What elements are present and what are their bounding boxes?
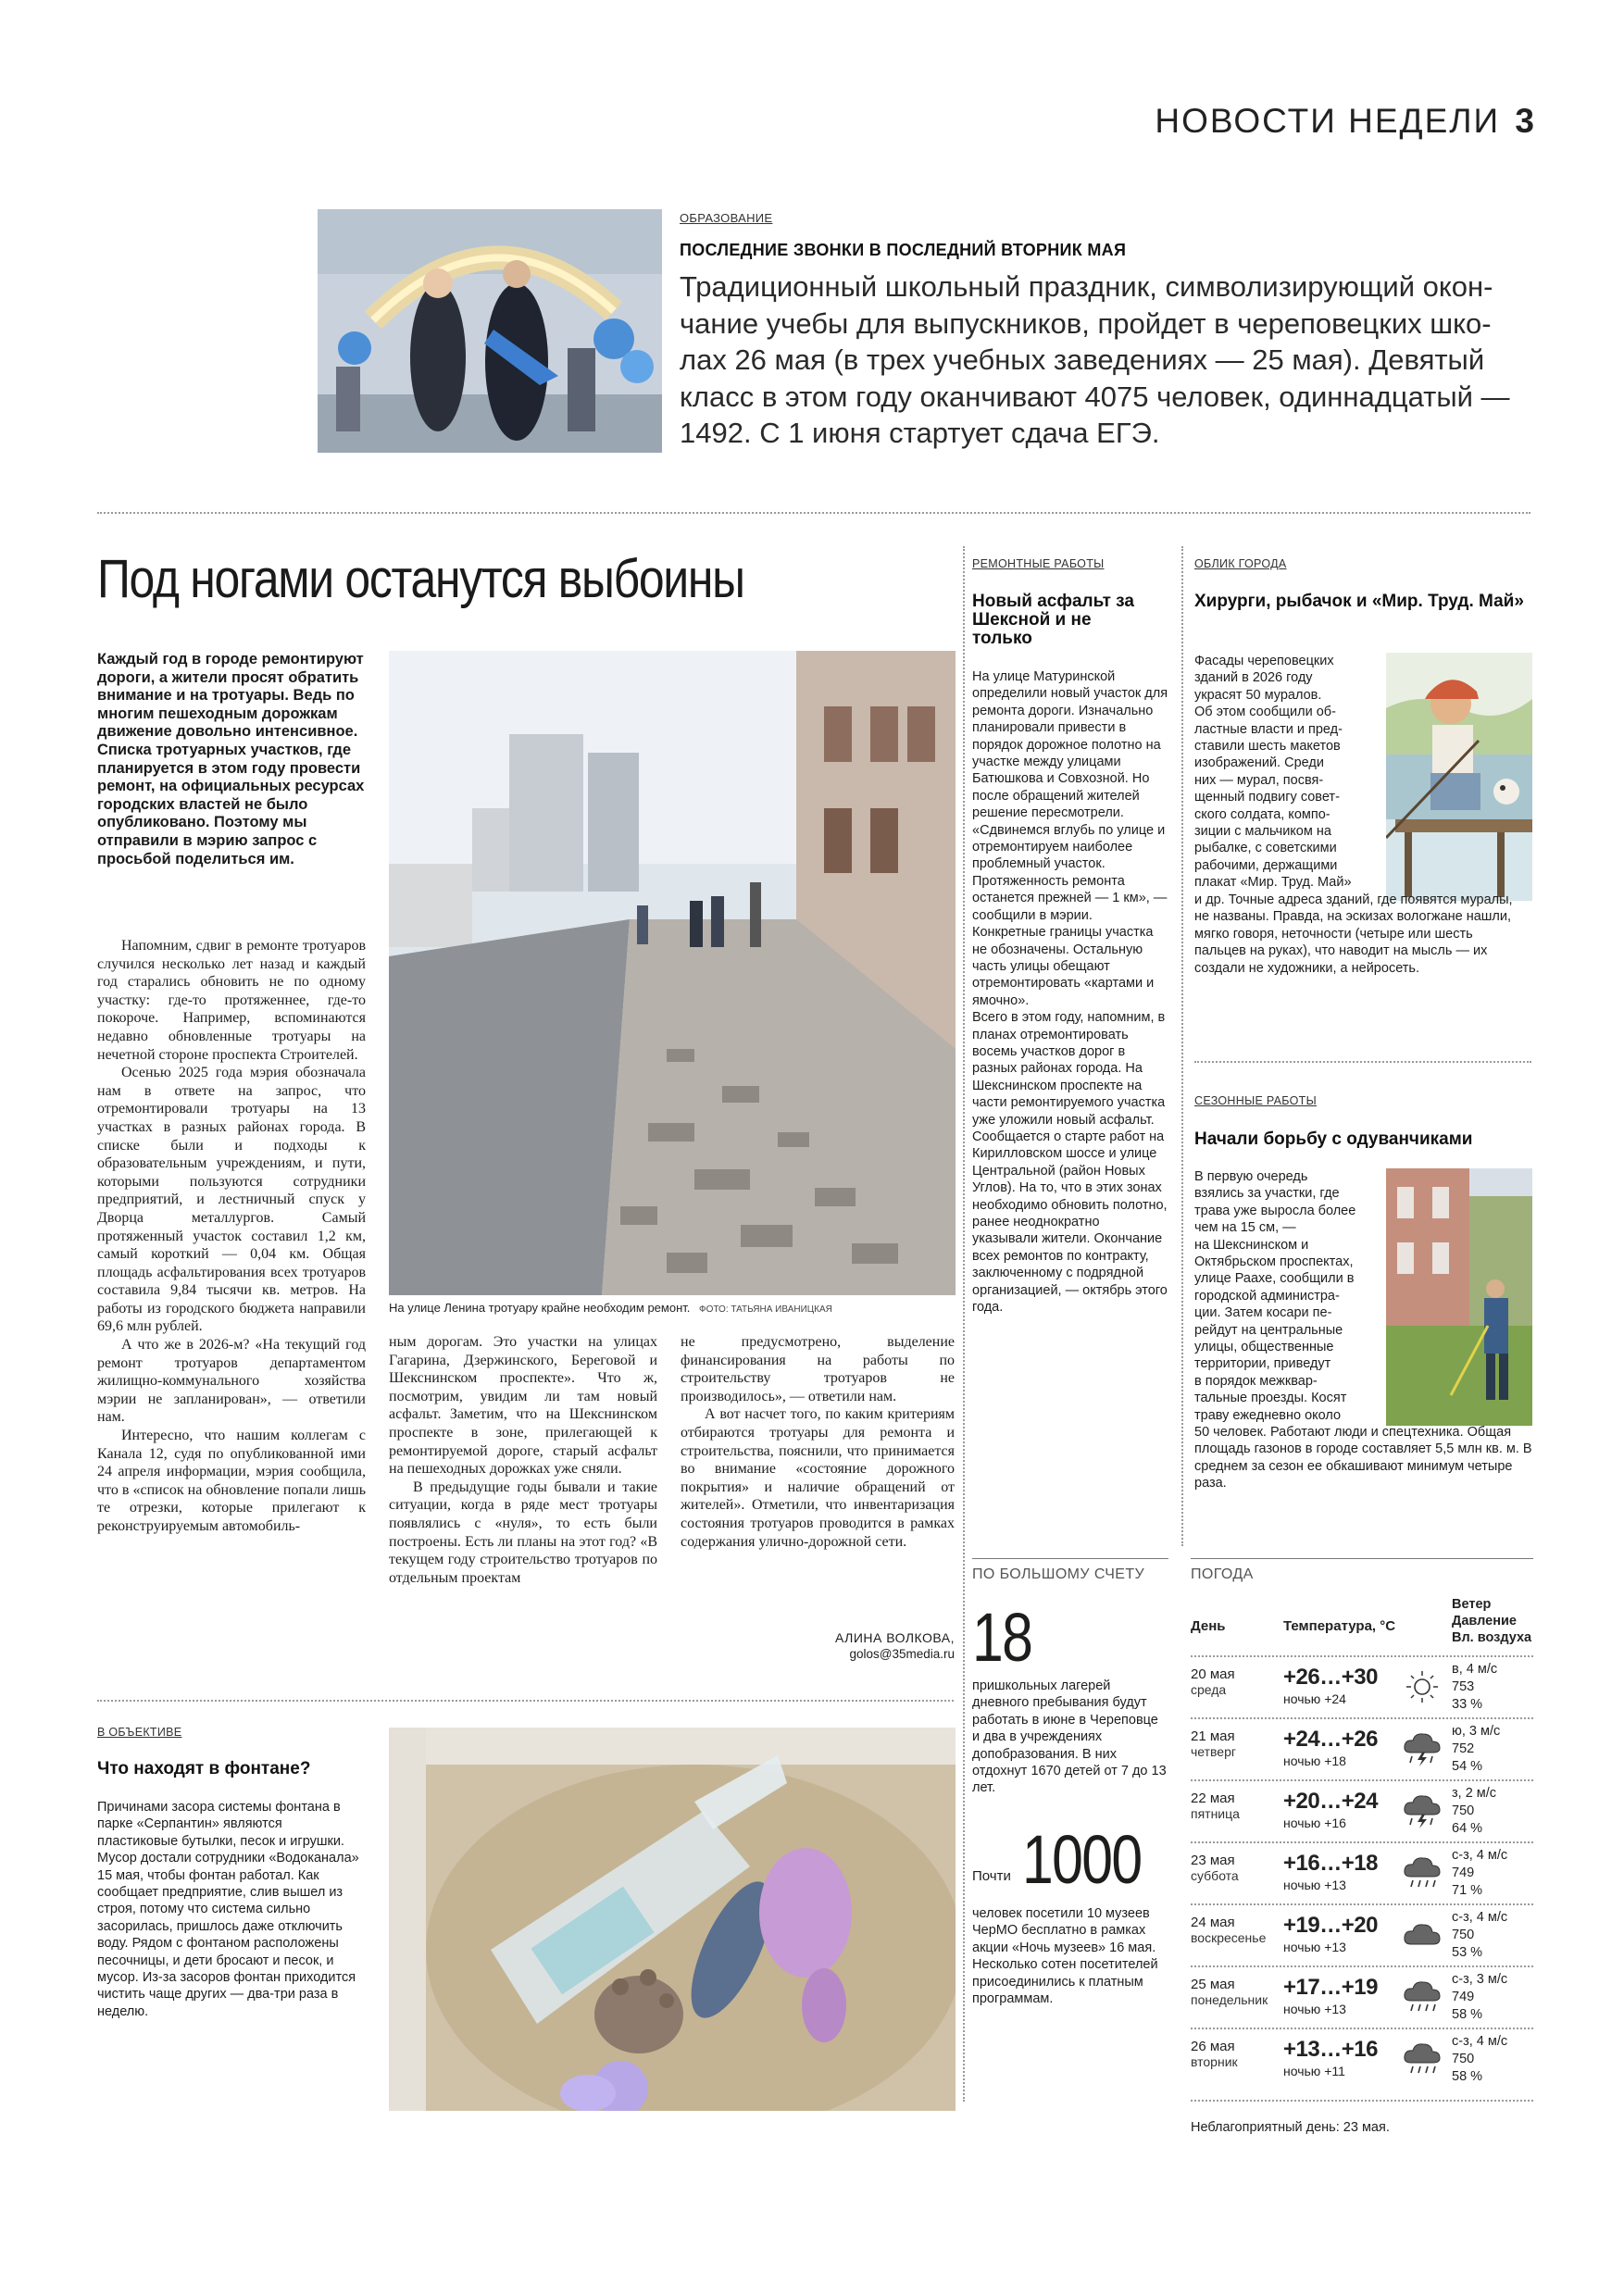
weather-temp: +19…+20 bbox=[1283, 1913, 1378, 1938]
weather-conditions: з, 2 м/с 750 64 % bbox=[1452, 1786, 1497, 1836]
author-email: golos@35media.ru bbox=[849, 1647, 955, 1661]
dandelions-text-narrow: В первую очередь взялись за участки, где трава уже выросла более чем на 15 см, — на Шекснинском и Октябрьском проспектах, улице Раахе, сообщили в городской администра- ции. Затем косари пе- рейдут на центральные улицы, общественные территории, приведут в порядок межквар- тальные проезды. Косят траву ежедневно около bbox=[1194, 1169, 1356, 1423]
weather-day: 23 мая суббота bbox=[1191, 1853, 1239, 1883]
main-article-col2: ным дорогам. Это участки на улицах Гагарина, Дзержинского, Береговой и Шекснинском проспекте». Что ж, посмотрим, увидим ли там новый асфальт. Заметим, что на Шекснинском проспекте в зоне, прилегающей к ремонтируемой дороге, старый асфальт на пешеходных дорожках уже сняли. В предыдущие годы бывали и такие ситуации, когда в ряде мест тротуары появлялись с «нуля», то есть были построены. Есть ли планы на этот год? «В текущем году строительство тротуаров по отдельным проектам bbox=[389, 1334, 657, 1586]
fountain-trash-photo bbox=[389, 1728, 956, 2111]
weather-row bbox=[1191, 1717, 1533, 1780]
separator bbox=[97, 1700, 954, 1702]
dandelions-text-wide: 50 человек. Работают люди и спецтехника. Общая площадь газонов в городе составляет 5,5 млн кв. м. В среднем за сезон ее обкашивают минимум четыре раза. bbox=[1194, 1425, 1532, 1491]
murals-title: Хирурги, рыбачок и «Мир. Труд. Май» bbox=[1194, 592, 1524, 611]
weather-rubric: ПОГОДА bbox=[1191, 1566, 1254, 1582]
weather-row bbox=[1191, 1965, 1533, 2028]
murals-text-wide: и др. Точные адреса зданий, где появятся муралы, не названы. Правда, на эскизах вологжане нашли, мягко говоря, неточности (четыре или шесть пальцев на руках), что наводит на мысль — их создали не художники, а нейросеть. bbox=[1194, 892, 1513, 976]
rain-cloud-icon bbox=[1402, 1854, 1443, 1891]
weather-night-temp: ночью +16 bbox=[1283, 1816, 1346, 1830]
fountain-rubric: В ОБЪЕКТИВЕ bbox=[97, 1726, 182, 1739]
weather-day: 25 мая понедельник bbox=[1191, 1977, 1268, 2007]
rain-cloud-icon bbox=[1402, 1978, 1443, 2015]
separator bbox=[1191, 1558, 1533, 1559]
dandelions-rubric: СЕЗОННЫЕ РАБОТЫ bbox=[1194, 1094, 1317, 1107]
weather-conditions: с-з, 4 м/с 749 71 % bbox=[1452, 1848, 1508, 1898]
main-article-lead: Каждый год в городе ремонтируют дороги, а жители просят обратить внимание и на тротуары. Ведь по многим пешеходным дорожкам движение довольно интенсивное. Списка тротуарных участков, где планируется в этом году провести ремонт, на официальных ресурсах городских властей не было опубликовано. Поэтому мы отправили в мэрию запрос с просьбой поделиться им. bbox=[97, 651, 365, 867]
weather-col-day: День bbox=[1191, 1618, 1226, 1634]
asphalt-title: Новый асфальт за Шексной и не только bbox=[972, 592, 1134, 648]
weather-temp: +16…+18 bbox=[1283, 1851, 1378, 1876]
mural-sketch-photo bbox=[1386, 653, 1532, 901]
fountain-title: Что находят в фонтане? bbox=[97, 1759, 311, 1778]
number-1000-prefix: Почти bbox=[972, 1868, 1011, 1884]
weather-night-temp: ночью +24 bbox=[1283, 1691, 1346, 1706]
weather-note: Неблагоприятный день: 23 мая. bbox=[1191, 2120, 1390, 2135]
top-news-rubric: ОБРАЗОВАНИЕ bbox=[680, 211, 773, 225]
number-18-text: пришкольных лагерей дневного пребывания будут работать в июне в Череповце и два в учреждениях допобразования. В них отдохнут 1670 детей от 7 до 13 лет. bbox=[972, 1678, 1167, 1796]
weather-conditions: с-з, 4 м/с 750 58 % bbox=[1452, 2034, 1508, 2084]
separator bbox=[972, 1558, 1168, 1559]
photo-credit: ФОТО: ТАТЬЯНА ИВАНИЦКАЯ bbox=[699, 1304, 832, 1315]
asphalt-rubric: РЕМОНТНЫЕ РАБОТЫ bbox=[972, 557, 1105, 570]
graduation-photo bbox=[318, 209, 662, 453]
weather-conditions: с-з, 3 м/с 749 58 % bbox=[1452, 1972, 1508, 2022]
separator bbox=[963, 546, 965, 2102]
weather-night-temp: ночью +13 bbox=[1283, 1940, 1346, 1954]
weather-temp: +24…+26 bbox=[1283, 1727, 1378, 1752]
cloud-icon bbox=[1402, 1916, 1443, 1953]
main-article-title: Под ногами останутся выбоины bbox=[97, 549, 744, 609]
weather-night-temp: ночью +11 bbox=[1283, 2064, 1345, 2078]
weather-day: 24 мая воскресенье bbox=[1191, 1915, 1267, 1945]
weather-row bbox=[1191, 1841, 1533, 1904]
page-number: 3 bbox=[1515, 102, 1536, 140]
separator bbox=[97, 512, 1530, 514]
article-author: АЛИНА ВОЛКОВА, golos@35media.ru bbox=[681, 1629, 955, 1663]
main-article-col1: Напомним, сдвиг в ремонте тротуаров случился несколько лет назад и каждый год старались обновить не по одному участку: где-то протяженнее, где-то покороче. Например, вспоминаются недавно обновленные тротуары на нечетной стороне проспекта Строителей. Осенью 2025 года мэрия обозначала нам в ответе на запрос, что отремонтировали тротуары на 13 участках в разных районах города. В списке были и подходы к образовательным учреждениям, и пути, которыми пользуются сотрудники предприятий, и лестничный спуск у Дворца металлургов. Самый протяженный участок составил 1,2 км, самый короткий — 0,04 км. Общая площадь асфальтирования всех тротуаров составила 9,84 тысячи кв. метров. На работы из городского бюджета направили 69,6 млн рублей. А что же в 2026-м? «На текущий год ремонт тротуаров департаментом жилищно-коммунального хозяйства мэрии не запланирован», — ответили нам. Интересно, что нашим коллегам с Канала 12, судя по опубликованной ими 24 апреля информации, мэрия сообщила, что в «список на обновление попали лишь те отрезки, которые прилегают к реконструируемым автомобиль- bbox=[97, 938, 366, 1534]
weather-temp: +17…+19 bbox=[1283, 1975, 1378, 2000]
murals-rubric: ОБЛИК ГОРОДА bbox=[1194, 557, 1287, 570]
rain-cloud-icon bbox=[1402, 2040, 1443, 2078]
asphalt-text: На улице Матуринской определили новый участок для ремонта дороги. Изначально планировали привести в порядок дорожное полотно на участке между улицами Батюшкова и Совхозной. Но после обращений жителей решение пересмотрели. «Сдвинемся вглубь по улице и отремонтируем наиболее проблемный участок. Протяженность ремонта останется прежней — 1 км», — сообщили в мэрии. Конкретные границы участка не обозначены. Остальную часть улицы обещают отремонтировать «картами и ямочно». Всего в этом году, напомним, в планах отремонтировать восемь участков дорог в разных районах города. На Шекснинском проспекте на части ремонтируемого участка уже уложили новый асфальт. Сообщается о старте работ на Кирилловском шоссе и улице Центральной (район Новых Углов). На то, что в этих зонах необходимо обновить полотно, ранее неоднократно указывали жители. Окончание всех ремонтов по контракту, заключенному с подрядной организацией, — октябрь этого года. bbox=[972, 669, 1168, 1316]
mowing-worker-photo bbox=[1386, 1168, 1532, 1426]
weather-day: 26 мая вторник bbox=[1191, 2039, 1238, 2069]
weather-row bbox=[1191, 2028, 1533, 2090]
weather-temp: +13…+16 bbox=[1283, 2037, 1378, 2062]
section-title: НОВОСТИ НЕДЕЛИ bbox=[1155, 102, 1501, 140]
weather-row bbox=[1191, 1655, 1533, 1718]
separator bbox=[1191, 2100, 1533, 2102]
separator bbox=[1181, 546, 1183, 1546]
sun-icon bbox=[1402, 1668, 1443, 1705]
top-news-title: ПОСЛЕДНИЕ ЗВОНКИ В ПОСЛЕДНИЙ ВТОРНИК МАЯ bbox=[680, 241, 1127, 259]
dandelions-title: Начали борьбу с одуванчиками bbox=[1194, 1129, 1473, 1149]
weather-table bbox=[1191, 1596, 1533, 2096]
weather-temp: +26…+30 bbox=[1283, 1665, 1378, 1690]
main-article-col3: не предусмотрено, выделение финансирования на работы по строительству тротуаров не производилось», — ответили нам. А вот насчет того, по каким критериям отбираются тротуары для ремонта и строительства, пояснили, что принимается во внимание «состояние дорожного покрытия» и наличие обращений от жителей». Отметили, что инвентаризация состояния тротуаров проводится в рамках содержания улично-дорожной сети. bbox=[681, 1334, 955, 1550]
number-18: 18 bbox=[972, 1599, 1032, 1676]
weather-night-temp: ночью +18 bbox=[1283, 1753, 1346, 1768]
weather-col-wind: Ветер Давление Вл. воздуха bbox=[1452, 1597, 1532, 1645]
weather-conditions: в, 4 м/с 753 33 % bbox=[1452, 1662, 1498, 1712]
fountain-text: Причинами засора системы фонтана в парке «Серпантин» являются пластиковые бутылки, песок и игрушки. Мусор достали сотрудники «Водоканала» 15 мая, чтобы фонтан работал. Как сообщает предприятие, слив вышел из строя, потому что система сильно засорилась, пришлось даже отключить воду. Рядом с фонтаном расположены песочницы, и дети бросают и песок, и мусор. Из-за засоров фонтан приходится чистить чаще других — два-три раза в неделю. bbox=[97, 1800, 359, 2019]
weather-day: 21 мая четверг bbox=[1191, 1728, 1236, 1759]
numbers-rubric: ПО БОЛЬШОМУ СЧЕТУ bbox=[972, 1566, 1145, 1582]
weather-temp: +20…+24 bbox=[1283, 1789, 1378, 1814]
weather-night-temp: ночью +13 bbox=[1283, 2002, 1346, 2016]
number-1000: 1000 bbox=[1022, 1821, 1142, 1898]
thunderstorm-icon bbox=[1402, 1792, 1443, 1829]
sidewalk-photo-caption: На улице Ленина тротуару крайне необходим ремонт. ФОТО: ТАТЬЯНА ИВАНИЦКАЯ bbox=[389, 1301, 832, 1315]
weather-night-temp: ночью +13 bbox=[1283, 1878, 1346, 1892]
weather-day: 20 мая среда bbox=[1191, 1666, 1235, 1697]
separator bbox=[1194, 1061, 1531, 1063]
murals-text-narrow: Фасады череповецких зданий в 2026 году украсят 50 муралов. Об этом сообщили об- ластные власти и пред- ставили шесть макетов изображений. Среди них — мурал, посвя- щенный подвигу совет- ского солдата, компо- зиции с мальчиком на рыбалке, с советскими рабочими, держащими плакат «Мир. Труд. Май» bbox=[1194, 654, 1352, 891]
weather-conditions: ю, 3 м/с 752 54 % bbox=[1452, 1724, 1501, 1774]
weather-day: 22 мая пятница bbox=[1191, 1791, 1240, 1821]
weather-col-temp: Температура, °С bbox=[1283, 1618, 1396, 1634]
weather-row bbox=[1191, 1903, 1533, 1966]
weather-row bbox=[1191, 1779, 1533, 1842]
top-news-text: Традиционный школьный праздник, символизирующий окон- чание учебы для выпускников, пройдет в череповецких шко- лах 26 мая (в трех учебных заведениях — 25 мая). Девятый класс в этом году оканчивают 4075 человек, одиннадцатый — 1492. С 1 июня стартует сдача ЕГЭ. bbox=[680, 270, 1510, 449]
page-header bbox=[1155, 102, 1536, 141]
sidewalk-photo bbox=[389, 651, 956, 1295]
weather-conditions: с-з, 4 м/с 750 53 % bbox=[1452, 1910, 1508, 1960]
number-1000-text: человек посетили 10 музеев ЧерМО бесплатно в рамках акции «Ночь музеев» 16 мая. Несколько сотен посетителей присоединились к платным программам. bbox=[972, 1906, 1158, 2007]
thunderstorm-icon bbox=[1402, 1730, 1443, 1767]
